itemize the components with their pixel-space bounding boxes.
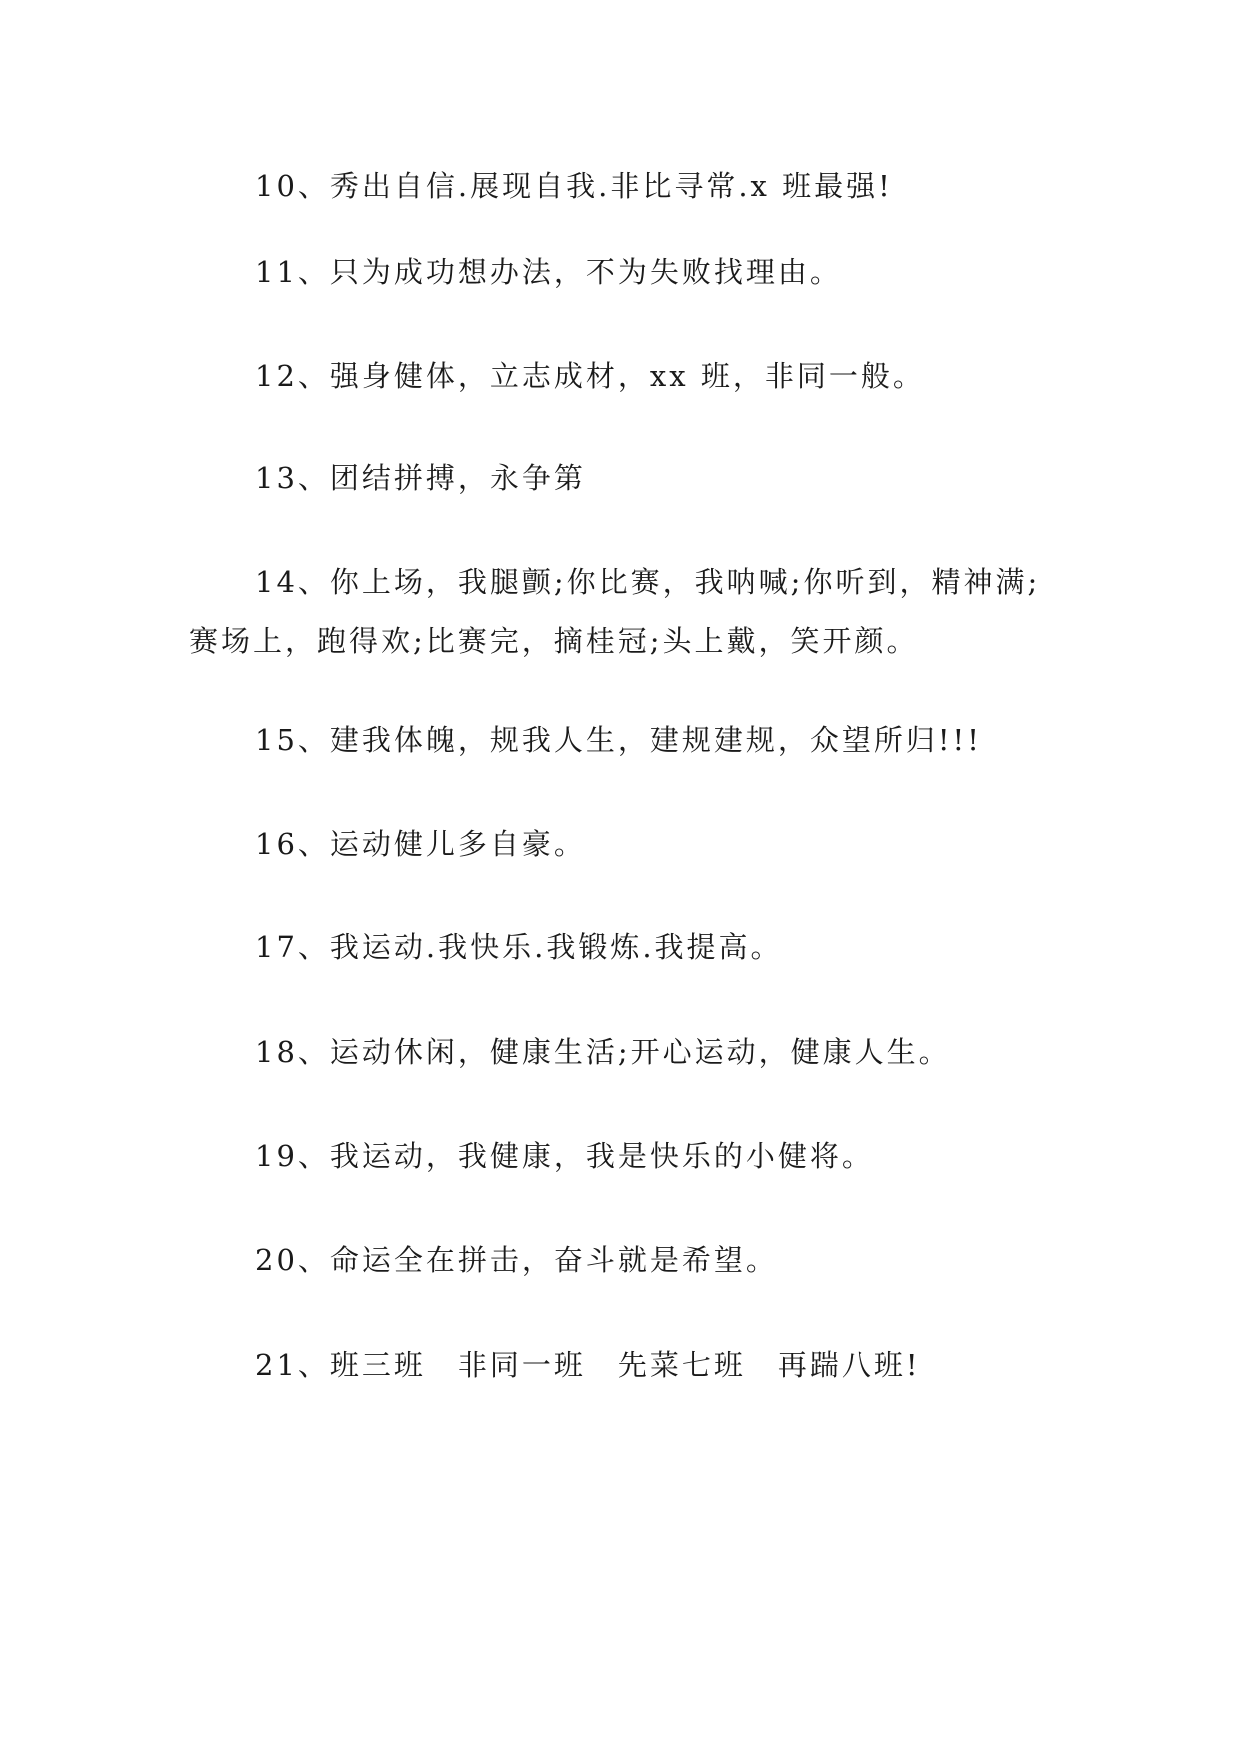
slogan-20: 20、命运全在拼击，奋斗就是希望。 <box>255 1243 778 1277</box>
slogan-14-line-1: 14、你上场，我腿颤;你比赛，我呐喊;你听到，精神满; <box>255 565 1041 599</box>
slogan-14 <box>189 562 1069 661</box>
slogan-15: 15、建我体魄，规我人生，建规建规，众望所归!!! <box>255 723 982 757</box>
slogan-18: 18、运动休闲，健康生活;开心运动，健康人生。 <box>255 1035 951 1069</box>
slogan-12: 12、强身健体，立志成材，xx 班，非同一般。 <box>255 359 925 393</box>
slogan-17: 17、我运动.我快乐.我锻炼.我提高。 <box>255 930 783 964</box>
slogan-21: 21、班三班 非同一班 先菜七班 再踹八班! <box>255 1348 921 1382</box>
slogan-19: 19、我运动，我健康，我是快乐的小健将。 <box>255 1139 874 1173</box>
slogan-13: 13、团结拼搏，永争第 <box>255 461 586 495</box>
slogan-14-line-2: 赛场上，跑得欢;比赛完，摘桂冠;头上戴，笑开颜。 <box>189 624 919 658</box>
slogan-10: 10、秀出自信.展现自我.非比寻常.x 班最强! <box>255 169 893 203</box>
slogan-11: 11、只为成功想办法，不为失败找理由。 <box>255 255 842 289</box>
slogan-16: 16、运动健儿多自豪。 <box>255 827 586 861</box>
